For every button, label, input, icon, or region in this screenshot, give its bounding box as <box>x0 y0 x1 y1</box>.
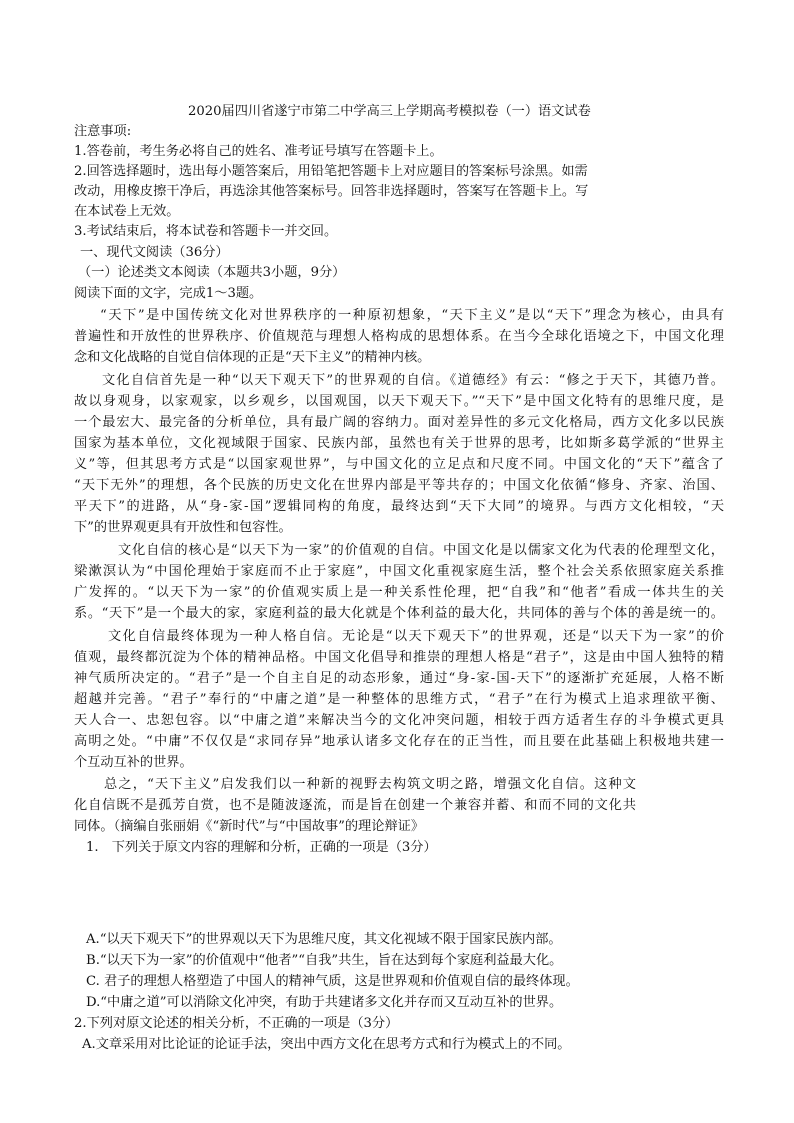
passage-line: 化自信既不是孤芳自赏，也不是随波逐流，而是旨在创建一个兼容并蓄、和而不同的文化共 <box>74 798 636 813</box>
question-2-stem: 2.下列对原文论述的相关分析，不正确的一项是（3分） <box>74 1016 399 1031</box>
section-heading: 一、现代文阅读（36分） <box>80 245 229 260</box>
question-1-stem: 1. 下列关于原文内容的理解和分析，正确的一项是（3分） <box>86 840 437 855</box>
question-1-option-c: C. 君子的理想人格塑造了中国人的精神气质，这是世界观和价值观自信的最终体现。 <box>86 974 579 989</box>
notice-item: 改动，用橡皮擦干净后，再选涂其他答案标号。回答非选择题时，答案写在答题卡上。写 <box>74 184 589 199</box>
passage-line: 高明之处。“中庸”不仅仅是“求同存异”地承认诸多文化存在的正当性，而且要在此基础上积极地共建一 <box>74 734 724 749</box>
question-1-option-a: A.“以天下观天下”的世界观以天下为思维尺度，其文化视域不限于国家民族内部。 <box>86 932 562 947</box>
passage-line: 超越并完善。“君子”奉行的“中庸之道”是一种整体的思维方式，“君子”在行为模式上追求理欲平衡、 <box>74 692 724 707</box>
passage-line: 总之，“天下主义”启发我们以一种新的视野去构筑文明之路，增强文化自信。这种文 <box>104 777 636 792</box>
passage-line: 下”的世界观更具有开放性和包容性。 <box>74 520 292 535</box>
passage-line: 普遍性和开放性的世界秩序、价值规范与理想人格构成的思想体系。在当今全球化语境之下，中国文化理 <box>74 329 724 344</box>
notice-item: 在本试卷上无效。 <box>74 204 180 219</box>
passage-line: 神气质所决定的。“君子”是一个自主自足的动态形象，通过“身-家-国-天下”的逐渐扩充延展，人格不断 <box>74 671 724 686</box>
passage-line: 念和文化战略的自觉自信体现的正是“天下主义”的精神内核。 <box>74 350 431 365</box>
question-2-option-a: A.文章采用对比论证的论证手法，突出中西方文化在思考方式和行为模式上的不同。 <box>82 1037 571 1052</box>
passage-line: 平天下”的进路，从“身-家-国”逻辑同构的角度，最终达到“天下大同”的境界。与西方文化相较，“天 <box>74 499 724 514</box>
notice-heading: 注意事项: <box>74 124 132 139</box>
passage-line: 文化自信的核心是“以天下为一家”的价值观的自信。中国文化是以儒家文化为代表的伦理型文化， <box>118 543 724 558</box>
question-1-option-d: D.“中庸之道”可以消除文化冲突，有助于共建诸多文化并存而又互动互补的世界。 <box>86 995 563 1010</box>
passage-line: 国家为基本单位，文化视域限于国家、民族内部，虽然也有关于世界的思考，比如斯多葛学派的“世界主 <box>74 436 724 451</box>
passage-line: 系。“天下”是一个最大的家，家庭利益的最大化就是个体利益的最大化，共同体的善与个体的善是统一的。 <box>74 606 724 621</box>
notice-item: 1.答卷前，考生务必将自己的姓名、准考证号填写在答题卡上。 <box>74 144 443 159</box>
question-1-option-b: B.“以天下为一家”的价值观中“他者”“自我”共生，旨在达到每个家庭利益最大化。 <box>86 953 563 968</box>
notice-item: 3.考试结束后，将本试卷和答题卡一并交回。 <box>74 224 338 239</box>
passage-line: 个互动互补的世界。 <box>74 755 193 770</box>
notice-item: 2.回答选择题时，选出每小题答案后，用铅笔把答题卡上对应题目的答案标号涂黑。如需 <box>74 164 588 179</box>
exam-title: 2020届四川省遂宁市第二中学高三上学期高考模拟卷（一）语文试卷 <box>188 104 591 119</box>
passage-line: 一个最宏大、最完备的分析单位，具有最广阔的容纳力。面对差异性的多元文化格局，西方文化多以民族 <box>74 415 724 430</box>
sub-section-heading: （一）论述类文本阅读（本题共3小题，9分） <box>78 265 346 280</box>
passage-source: 同体。（摘编自张丽娟《“新时代”与“中国故事”的理论辩证》 <box>74 819 425 834</box>
passage-line: 值观，最终都沉淀为个体的精神品格。中国文化倡导和推崇的理想人格是“君子”，这是由中国人独特的精 <box>74 650 724 665</box>
passage-line: “天下无外”的理想，各个民族的历史文化在世界内部是平等共存的；中国文化依循“修身、齐家、治国、 <box>74 478 724 493</box>
passage-line: “天下”是中国传统文化对世界秩序的一种原初想象，“天下主义”是以“天下”理念为核心，由具有 <box>100 308 724 323</box>
passage-line: 梁漱溟认为“中国伦理始于家庭而不止于家庭”，中国文化重视家庭生活，整个社会关系依照家庭关系推 <box>74 564 724 579</box>
passage-line: 广发挥的。“以天下为一家”的价值观实质上是一种关系性伦理，把“自我”和“他者”看成一体共生的关 <box>74 585 724 600</box>
passage-line: 文化自信最终体现为一种人格自信。无论是“以天下观天下”的世界观，还是“以天下为一家”的价 <box>108 629 724 644</box>
passage-line: 天人合一、忠恕包容。以“中庸之道”来解决当今的文化冲突问题，相较于西方适者生存的斗争模式更具 <box>74 713 724 728</box>
passage-line: 故以身观身，以家观家，以乡观乡，以国观国，以天下观天下。”“天下”是中国文化特有的思维尺度，是 <box>74 394 724 409</box>
passage-line: 文化自信首先是一种“以天下观天下”的世界观的自信。《道德经》有云：“修之于天下，其德乃普。 <box>102 373 724 388</box>
passage-line: 义”等，但其思考方式是“以国家观世界”，与中国文化的立足点和尺度不同。中国文化的“天下”蕴含了 <box>74 457 724 472</box>
reading-instruction: 阅读下面的文字，完成1～3题。 <box>74 286 263 301</box>
